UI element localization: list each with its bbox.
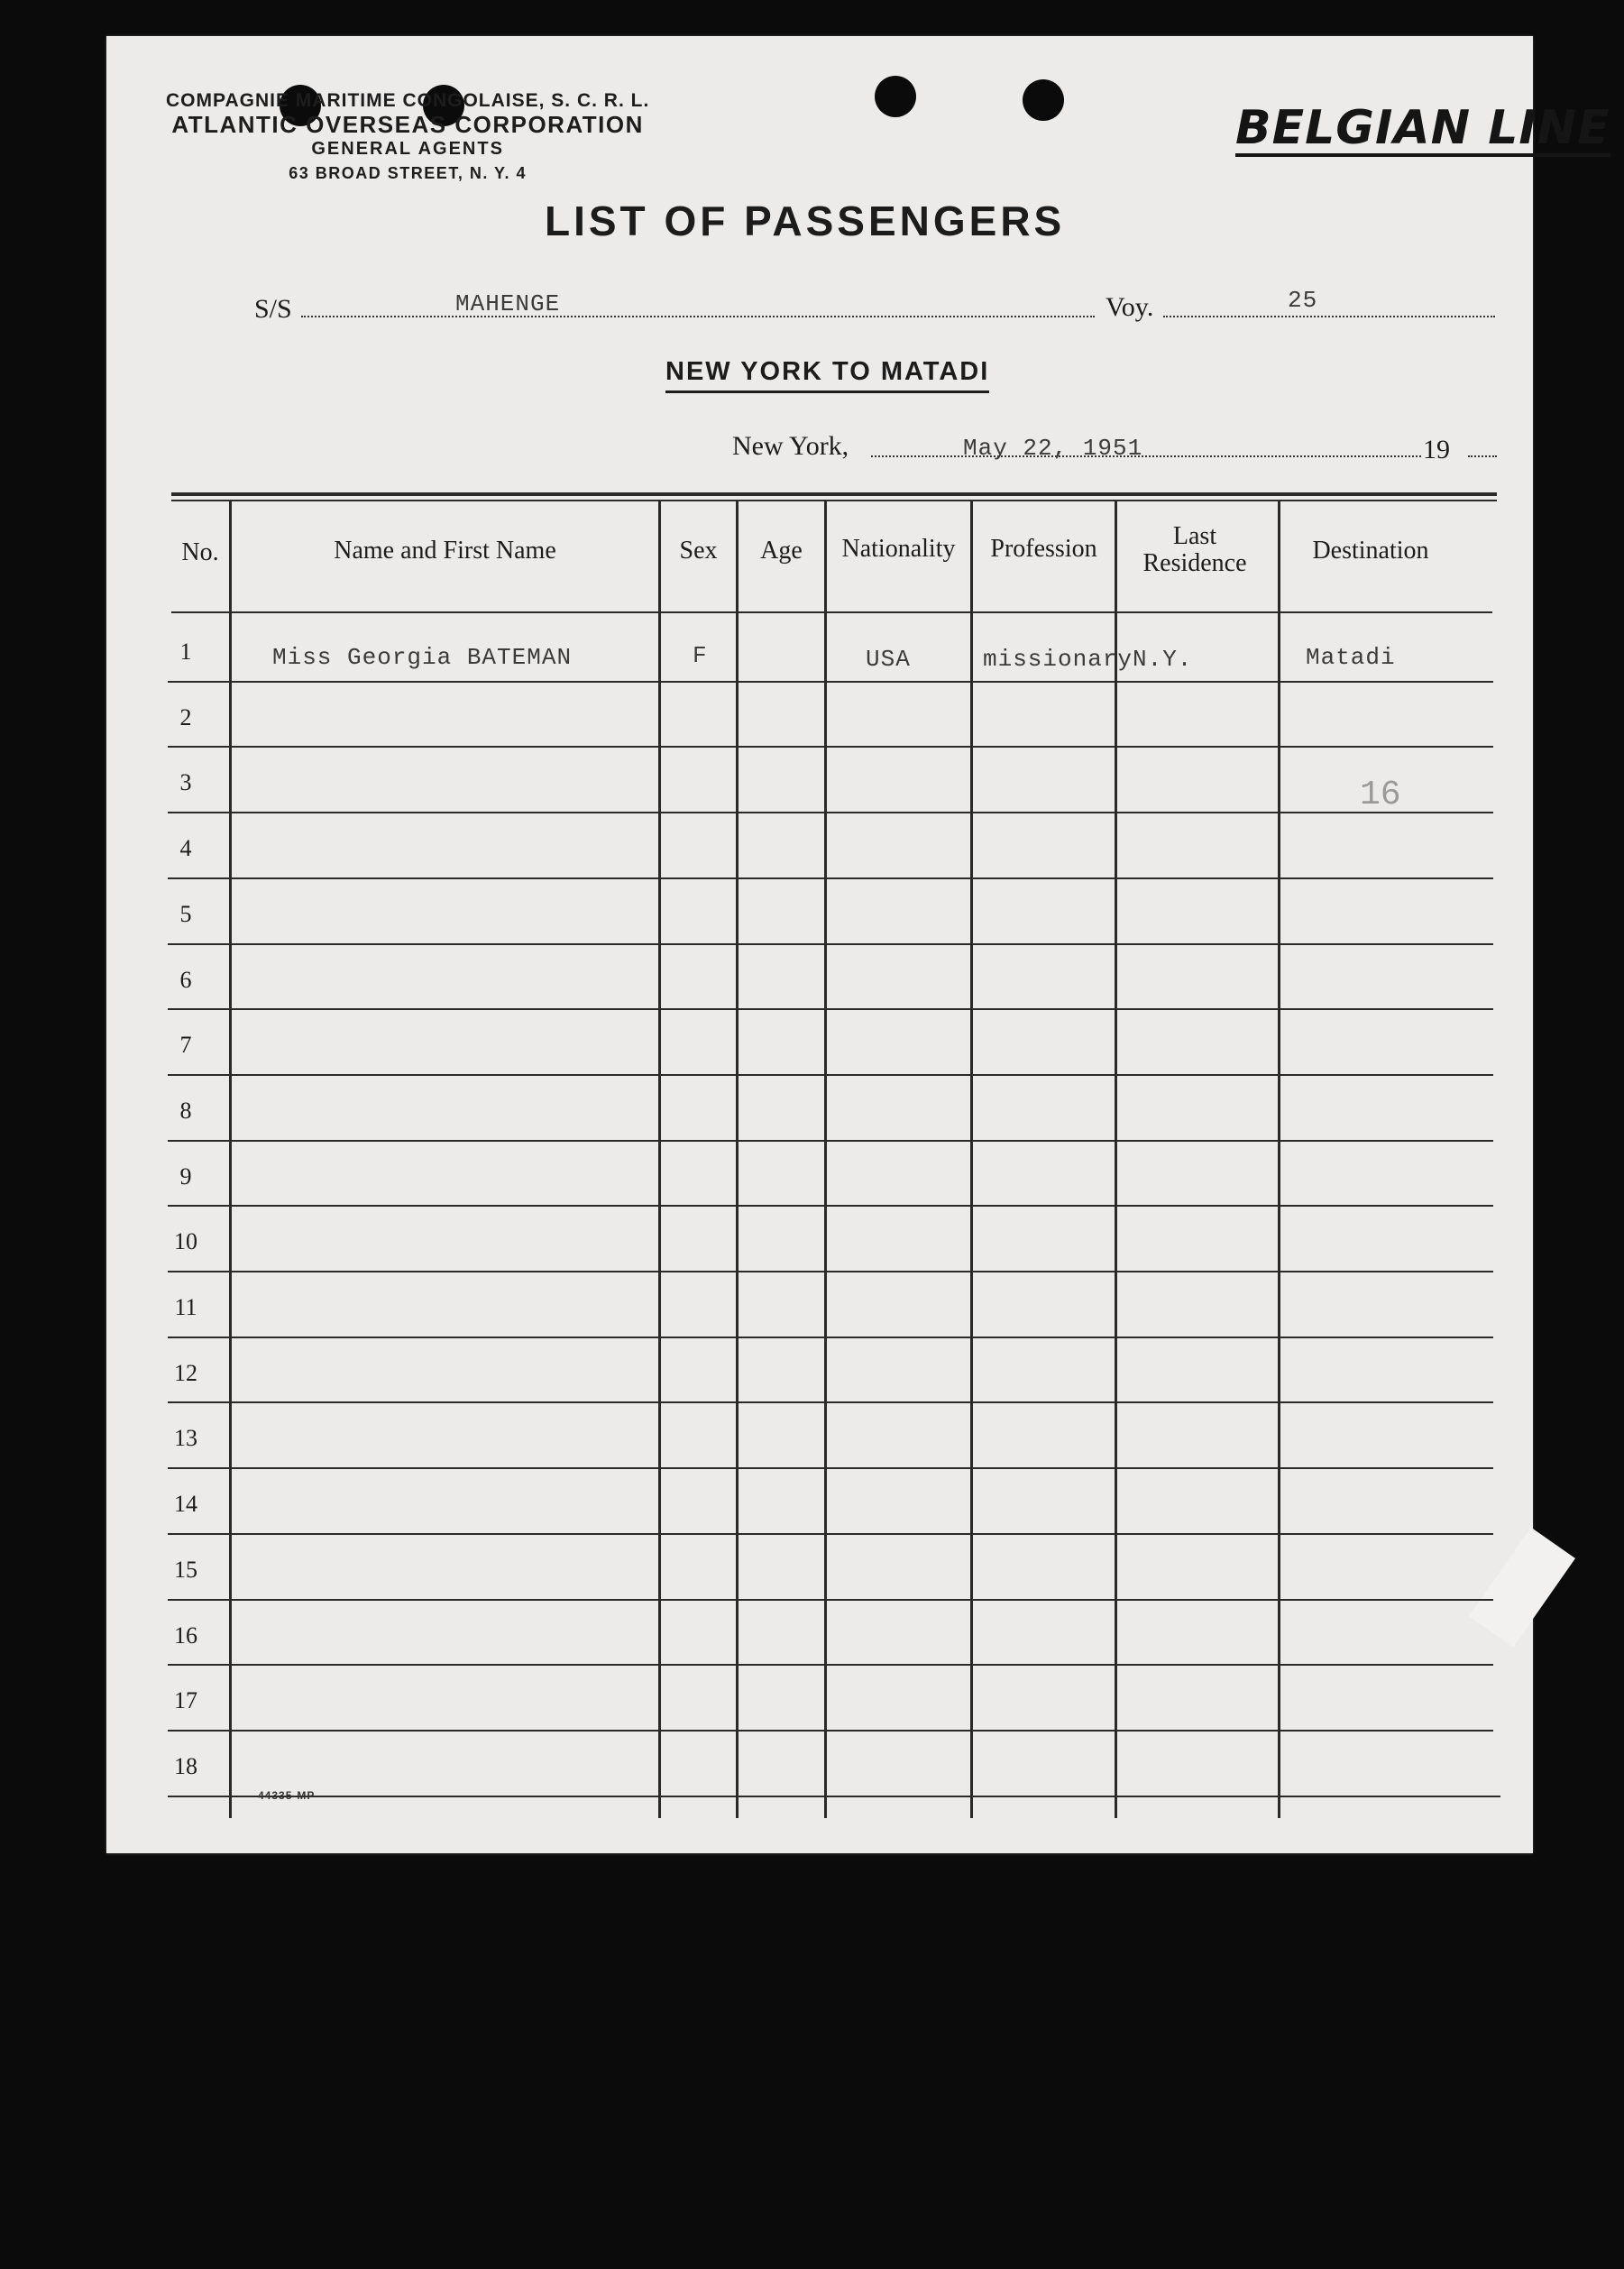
row-number: 7 [179, 1032, 192, 1059]
column-divider [736, 501, 739, 1818]
route-heading: NEW YORK TO MATADI [665, 357, 989, 393]
row-separator [168, 1796, 1500, 1797]
row-number: 17 [174, 1687, 197, 1714]
passenger-last-residence: N.Y. [1133, 646, 1193, 673]
row-separator [168, 943, 1493, 945]
voyage-number: 25 [1288, 287, 1318, 314]
column-header-age: Age [760, 537, 803, 565]
row-separator [168, 812, 1493, 813]
punch-hole [1023, 79, 1064, 121]
company-line-2: ATLANTIC OVERSEAS CORPORATION [171, 111, 644, 138]
passenger-nationality: USA [866, 646, 911, 673]
row-number: 3 [179, 769, 192, 796]
row-number: 13 [174, 1425, 197, 1452]
belgian-line-logo: BELGIAN LINE [1235, 101, 1610, 155]
column-divider [1115, 501, 1117, 1818]
row-separator [168, 1664, 1493, 1666]
row-separator [168, 1140, 1493, 1142]
row-separator [168, 1730, 1493, 1732]
ship-name: MAHENGE [455, 290, 561, 317]
row-number: 4 [179, 835, 192, 862]
row-number: 15 [174, 1556, 197, 1583]
year-prefix: 19 [1423, 435, 1450, 464]
row-separator [168, 877, 1493, 879]
row-number: 8 [179, 1097, 192, 1124]
passenger-profession: missionary [983, 646, 1133, 673]
row-number: 6 [179, 966, 192, 993]
row-separator [168, 1008, 1493, 1010]
company-line-3: GENERAL AGENTS [311, 139, 504, 159]
row-separator [168, 1401, 1493, 1403]
row-number: 1 [179, 638, 192, 665]
column-divider [658, 501, 661, 1818]
row-separator [168, 1074, 1493, 1076]
voyage-label: Voy. [1106, 292, 1154, 322]
company-line-4: 63 BROAD STREET, N. Y. 4 [289, 164, 528, 182]
row-number: 16 [174, 1621, 197, 1649]
row-separator [168, 1205, 1493, 1207]
header-bottom-rule [171, 611, 1492, 613]
punch-hole [875, 76, 916, 117]
column-divider [1278, 501, 1280, 1818]
sailing-date: May 22, 1951 [963, 435, 1143, 462]
voyage-dotted-line [1163, 316, 1495, 317]
company-line-1: COMPAGNIE MARITIME CONGOLAISE, S. C. R. L. [166, 90, 650, 111]
row-number: 18 [174, 1752, 197, 1779]
column-header-profession: Profession [990, 535, 1097, 563]
passenger-name: Miss Georgia BATEMAN [272, 644, 573, 671]
column-divider [970, 501, 973, 1818]
date-place-label: New York, [732, 431, 849, 461]
column-header-nationality: Nationality [841, 535, 956, 563]
column-divider [824, 501, 827, 1818]
ship-dotted-line [301, 316, 1095, 317]
row-number: 11 [174, 1294, 197, 1320]
row-number: 10 [174, 1228, 197, 1255]
row-number: 2 [179, 703, 192, 730]
row-number: 12 [174, 1359, 197, 1386]
column-header-sex: Sex [679, 537, 718, 565]
paper-tear [1469, 1528, 1575, 1648]
year-dotted-line [1468, 455, 1497, 457]
row-number: 14 [174, 1491, 197, 1518]
table-top-rule [171, 492, 1497, 496]
row-separator [168, 1533, 1493, 1535]
ship-label: S/S [254, 294, 292, 324]
row-separator [168, 1271, 1493, 1272]
row-number: 5 [179, 900, 192, 927]
column-header-destination: Destination [1312, 537, 1429, 565]
column-header-name: Name and First Name [334, 537, 556, 565]
row-separator [168, 1337, 1493, 1338]
passenger-sex: F [693, 642, 708, 669]
row-separator [168, 681, 1493, 683]
row-separator [168, 1467, 1493, 1469]
page-title: LIST OF PASSENGERS [545, 198, 1066, 244]
passenger-list-document [106, 36, 1533, 1853]
passenger-destination: Matadi [1306, 644, 1396, 671]
row-number: 9 [179, 1162, 192, 1190]
row-separator [168, 746, 1493, 748]
column-divider [229, 501, 232, 1818]
date-dotted-line [871, 455, 1421, 457]
column-header-no: No. [181, 538, 219, 566]
table-top-rule-inner [171, 500, 1497, 501]
row-separator [168, 1599, 1493, 1601]
form-number: 44335-MP [258, 1789, 316, 1802]
column-header-last-residence: Last Residence [1142, 522, 1247, 577]
company-letterhead [166, 88, 649, 186]
page-stamp-number: 16 [1360, 776, 1401, 814]
